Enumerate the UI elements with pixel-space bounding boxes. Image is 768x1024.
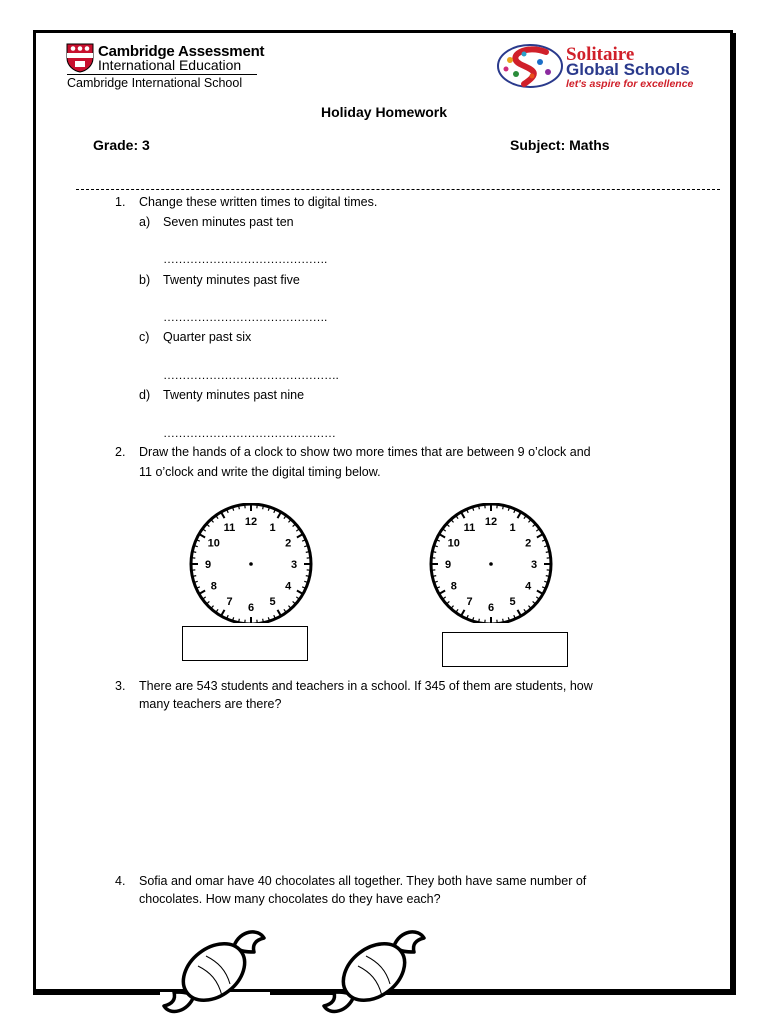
clock-number: 2 <box>525 537 532 550</box>
clock-number: 4 <box>285 580 292 593</box>
q1d-text: Twenty minutes past nine <box>163 388 305 402</box>
cambridge-shield-icon <box>66 43 94 73</box>
solitaire-logo-line1: Solitaire <box>566 44 635 65</box>
q2-text-line2: 11 o’clock and write the digital timing below. <box>139 465 381 479</box>
clock-number: 3 <box>530 559 538 571</box>
clock-number: 12 <box>244 516 258 528</box>
clock-tick <box>462 513 465 518</box>
clock-number: 5 <box>509 596 516 609</box>
cambridge-logo-rule <box>67 74 257 75</box>
q4-text-line1: Sofia and omar have 40 chocolates all together. They both have same number of <box>139 874 587 888</box>
q3-number: 3. <box>115 679 126 693</box>
cambridge-logo-line2: International Education <box>98 57 242 73</box>
solitaire-logo-line2: Global Schools <box>566 60 690 79</box>
clock-number: 12 <box>484 516 498 528</box>
clock-number: 7 <box>466 596 473 609</box>
clock-left-answer-box[interactable] <box>182 626 308 661</box>
clock-face-right[interactable] <box>428 503 554 623</box>
clock-tick <box>297 591 302 594</box>
clock-number: 1 <box>509 521 516 534</box>
clock-number: 4 <box>525 580 532 593</box>
q4-text-line2: chocolates. How many chocolates do they have each? <box>139 892 441 906</box>
clock-number: 1 <box>269 521 276 534</box>
q3-text-line2: many teachers are there? <box>139 697 282 711</box>
clock-number: 10 <box>447 537 460 550</box>
clock-number: 5 <box>269 596 276 609</box>
clock-number: 3 <box>290 559 298 571</box>
q1c-letter: c) <box>139 330 150 344</box>
q1b-letter: b) <box>139 273 151 287</box>
q1d-answer-line[interactable]: ……………………………………… <box>163 426 336 440</box>
candy-icon <box>160 922 270 1022</box>
solitaire-tagline: let's aspire for excellence <box>566 78 694 90</box>
clock-tick <box>537 591 542 594</box>
q3-text-line1: There are 543 students and teachers in a school. If 345 of them are students, how <box>139 679 593 693</box>
clock-number: 8 <box>210 580 217 593</box>
clock-tick <box>297 535 302 538</box>
clock-tick <box>278 610 281 615</box>
clock-number: 6 <box>247 602 255 614</box>
clock-tick <box>440 535 445 538</box>
clock-number: 6 <box>487 602 495 614</box>
q1a-answer-line[interactable]: ……………………………………. <box>163 252 327 266</box>
clock-tick <box>440 591 445 594</box>
page-title: Holiday Homework <box>320 104 448 120</box>
q1a-letter: a) <box>139 215 151 229</box>
q1d-letter: d) <box>139 388 151 402</box>
subject-label: Subject: Maths <box>510 137 610 153</box>
clock-tick <box>222 610 225 615</box>
clock-face-left[interactable] <box>188 503 314 623</box>
clock-number: 10 <box>207 537 220 550</box>
clock-tick <box>518 610 521 615</box>
q1b-text: Twenty minutes past five <box>163 273 300 287</box>
clock-tick <box>518 513 521 518</box>
q1b-answer-line[interactable]: ……………………………………. <box>163 310 327 324</box>
cambridge-logo-line1: Cambridge Assessment <box>98 43 265 60</box>
clock-number: 7 <box>226 596 233 609</box>
page-border <box>33 30 733 992</box>
clock-tick <box>462 610 465 615</box>
q2-number: 2. <box>115 445 126 459</box>
clock-tick <box>200 535 205 538</box>
clock-right-answer-box[interactable] <box>442 632 568 667</box>
clock-number: 9 <box>204 559 212 571</box>
q1c-text: Quarter past six <box>163 330 252 344</box>
clock-number: 11 <box>463 521 476 534</box>
clock-number: 11 <box>223 521 236 534</box>
clock-tick <box>200 591 205 594</box>
q1-text: Change these written times to digital times. <box>139 195 378 209</box>
q1a-text: Seven minutes past ten <box>163 215 294 229</box>
clock-tick <box>278 513 281 518</box>
clock-number: 8 <box>450 580 457 593</box>
q1c-answer-line[interactable]: ………………………………………. <box>163 368 339 382</box>
candy-icon <box>320 922 430 1022</box>
cambridge-logo-line3: Cambridge International School <box>67 76 243 90</box>
page-border-shadow-right <box>733 33 736 995</box>
grade-label: Grade: 3 <box>93 137 150 153</box>
q2-text-line1: Draw the hands of a clock to show two more times that are between 9 o’clock and <box>139 445 591 459</box>
q4-number: 4. <box>115 874 126 888</box>
clock-tick <box>537 535 542 538</box>
clock-number: 2 <box>285 537 292 550</box>
clock-number: 9 <box>444 559 452 571</box>
dotted-divider <box>76 189 720 190</box>
clock-tick <box>222 513 225 518</box>
solitaire-emblem-icon <box>496 42 564 90</box>
q1-number: 1. <box>115 195 126 209</box>
